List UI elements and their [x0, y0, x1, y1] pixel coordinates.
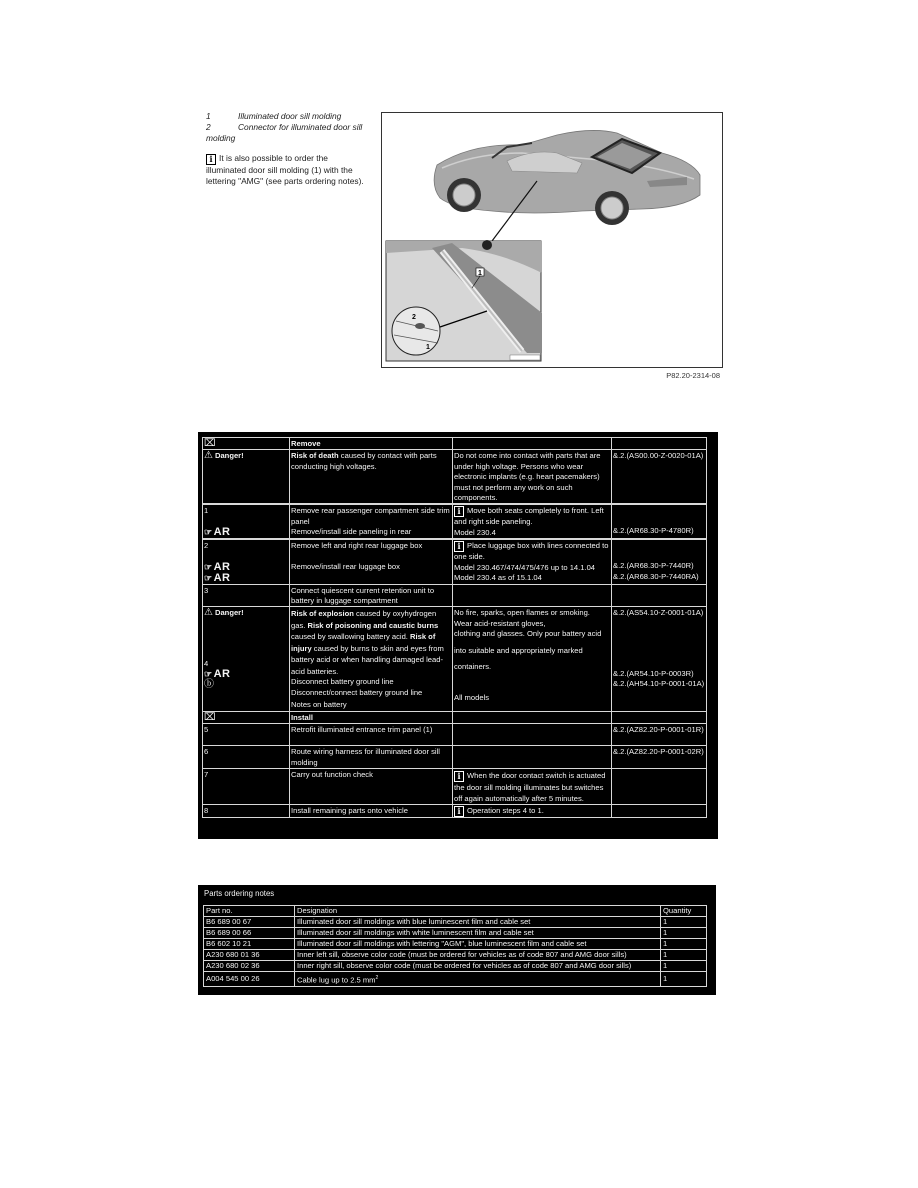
table-row: B6 689 00 67 Illuminated door sill moldings with blue luminescent film and cable set 1: [203, 916, 707, 927]
table-header-row: Part no. Designation Quantity: [203, 905, 707, 916]
table-row: B6 689 00 66 Illuminated door sill moldings with white luminescent film and cable set 1: [203, 927, 707, 938]
ar-reference-icon: ☞AR: [204, 668, 231, 681]
legend-item-2: 2 Connector for illuminated door sill: [206, 122, 363, 132]
table-row-danger-battery: ⚠ Danger! 4 ☞AR ⓑ Risk of explosion caused by oxyhydrogen gas. Risk of poisoning and caustic burns caused by swallowing battery acid. Risk of injury caused by burns to skin and eyes from battery acid or when handling damaged lead-acid batteries. Disconnect battery ground line Disconnect/connect battery ground line Notes on battery No fire, sparks, open flames or smoking. Wear acid-resistant gloves, clothing and glasses. Only pour battery acid into suitable and appropriately marked containers. All models &.2.(AS54.10-Z-0001-01A) &.2.(AR54.10-P-0003R) &.2.(AH54.10-P-0001-01A): [202, 606, 707, 710]
table-row: A230 680 02 36 Inner right sill, observe color code (must be ordered for vehicles as of code 807 and AMG door sills) 1: [203, 960, 707, 971]
notes-icon: ⓑ: [204, 679, 214, 691]
legend-note: i It is also possible to order the illuminated door sill molding (1) with the lettering "AMG" (see parts ordering notes).: [206, 153, 364, 186]
install-icon: ⌧: [204, 711, 216, 723]
car-door-sill-illustration: [382, 113, 722, 367]
parts-table: [203, 905, 707, 987]
reference-link[interactable]: &.2.(AS54.10-Z-0001-01A): [613, 608, 704, 618]
procedure-table-panel: [198, 432, 718, 839]
reference-link[interactable]: &.2.(AZ82.20-P-0001-02R): [611, 745, 707, 768]
figure-caption: P82.20-2314-08: [666, 371, 720, 380]
reference-link[interactable]: &.2.(AZ82.20-P-0001-01R): [611, 723, 707, 745]
parts-title: Parts ordering notes: [204, 889, 275, 898]
table-row-step-1: 1 ☞AR Remove rear passenger compartment side trim panel Remove/install side paneling in rear i Move both seats completely to front. Left and right side paneling. Model 230.4 &.2.(AR68.30-P-4780R): [202, 503, 707, 538]
svg-text:2: 2: [412, 314, 416, 321]
table-row-step-3: 3 Connect quiescent current retention unit to battery in luggage compartment: [202, 584, 707, 607]
reference-link[interactable]: &.2.(AH54.10-P-0001-01A): [613, 679, 705, 689]
info-icon: i: [206, 154, 216, 165]
legend-item-1: 1 Illuminated door sill molding: [206, 111, 342, 121]
procedure-table: [202, 437, 707, 818]
figure-legend: [206, 111, 366, 187]
ar-reference-icon: ☞AR: [204, 560, 231, 573]
reference-link[interactable]: &.2.(AR68.30-P-7440R): [613, 561, 694, 571]
table-row: B6 602 10 21 Illuminated door sill moldings with lettering "AGM", blue luminescent film and cable set 1: [203, 938, 707, 949]
table-row: A230 680 01 36 Inner left sill, observe color code (must be ordered for vehicles as of code 807 and AMG door sills) 1: [203, 949, 707, 960]
legend-item-2-continuation: molding: [206, 133, 236, 143]
table-row-step-5: 5 Retrofit illuminated entrance trim panel (1) &.2.(AZ82.20-P-0001-01R): [202, 723, 707, 745]
reference-link[interactable]: &.2.(AS00.00-Z-0020-01A): [611, 449, 707, 503]
section-row-install: ⌧ Install: [202, 711, 707, 723]
parts-ordering-panel: [198, 885, 716, 995]
section-row-remove: ⌧ Remove: [202, 437, 707, 449]
ar-reference-icon: ☞AR: [204, 571, 231, 584]
table-row-step-6: 6 Route wiring harness for illuminated door sill molding &.2.(AZ82.20-P-0001-02R): [202, 745, 707, 768]
reference-link[interactable]: &.2.(AR68.30-P-4780R): [613, 526, 694, 536]
table-row-step-7: 7 Carry out function check i When the door contact switch is actuated the door sill molding illuminates but switches off again automatically after 5 minutes.: [202, 768, 707, 804]
svg-text:1: 1: [426, 344, 430, 351]
warning-triangle-icon: ⚠: [204, 450, 213, 462]
reference-link[interactable]: &.2.(AR68.30-P-7440RA): [613, 571, 699, 581]
warning-triangle-icon: ⚠: [204, 607, 213, 619]
info-icon: i: [454, 806, 464, 817]
info-icon: i: [454, 541, 464, 552]
remove-icon: ⌧: [204, 438, 216, 449]
svg-text:1: 1: [478, 270, 482, 277]
table-row-step-8: 8 Install remaining parts onto vehicle i Operation steps 4 to 1.: [202, 804, 707, 818]
table-row-danger-high-voltage: ⚠ Danger! Risk of death caused by contact with parts conducting high voltages. Do not come into contact with parts that are under high voltage. Persons who wear electronic implants (e.g. heart pacemakers) must not perform any work on such components. &.2.(AS00.00-Z-0020-01A): [202, 449, 707, 503]
table-row: A004 545 00 26 Cable lug up to 2.5 $mm^2$ 1: [203, 971, 707, 987]
car-illustration: [381, 112, 723, 368]
table-row-step-2: 2 ☞AR ☞AR Remove left and right rear luggage box Remove/install rear luggage box i Place luggage box with lines connected to one side. Model 230.467/474/475/476 up to 14.1.04 Model 230.4 as of 15.1.04 &.2.(AR68.30-P-7440R) &.2.(AR68.30-P-7440RA): [202, 538, 707, 583]
info-icon: i: [454, 771, 464, 782]
reference-link[interactable]: &.2.(AR54.10-P-0003R): [613, 668, 694, 678]
info-icon: i: [454, 506, 464, 517]
ar-reference-icon: ☞AR: [204, 525, 231, 538]
